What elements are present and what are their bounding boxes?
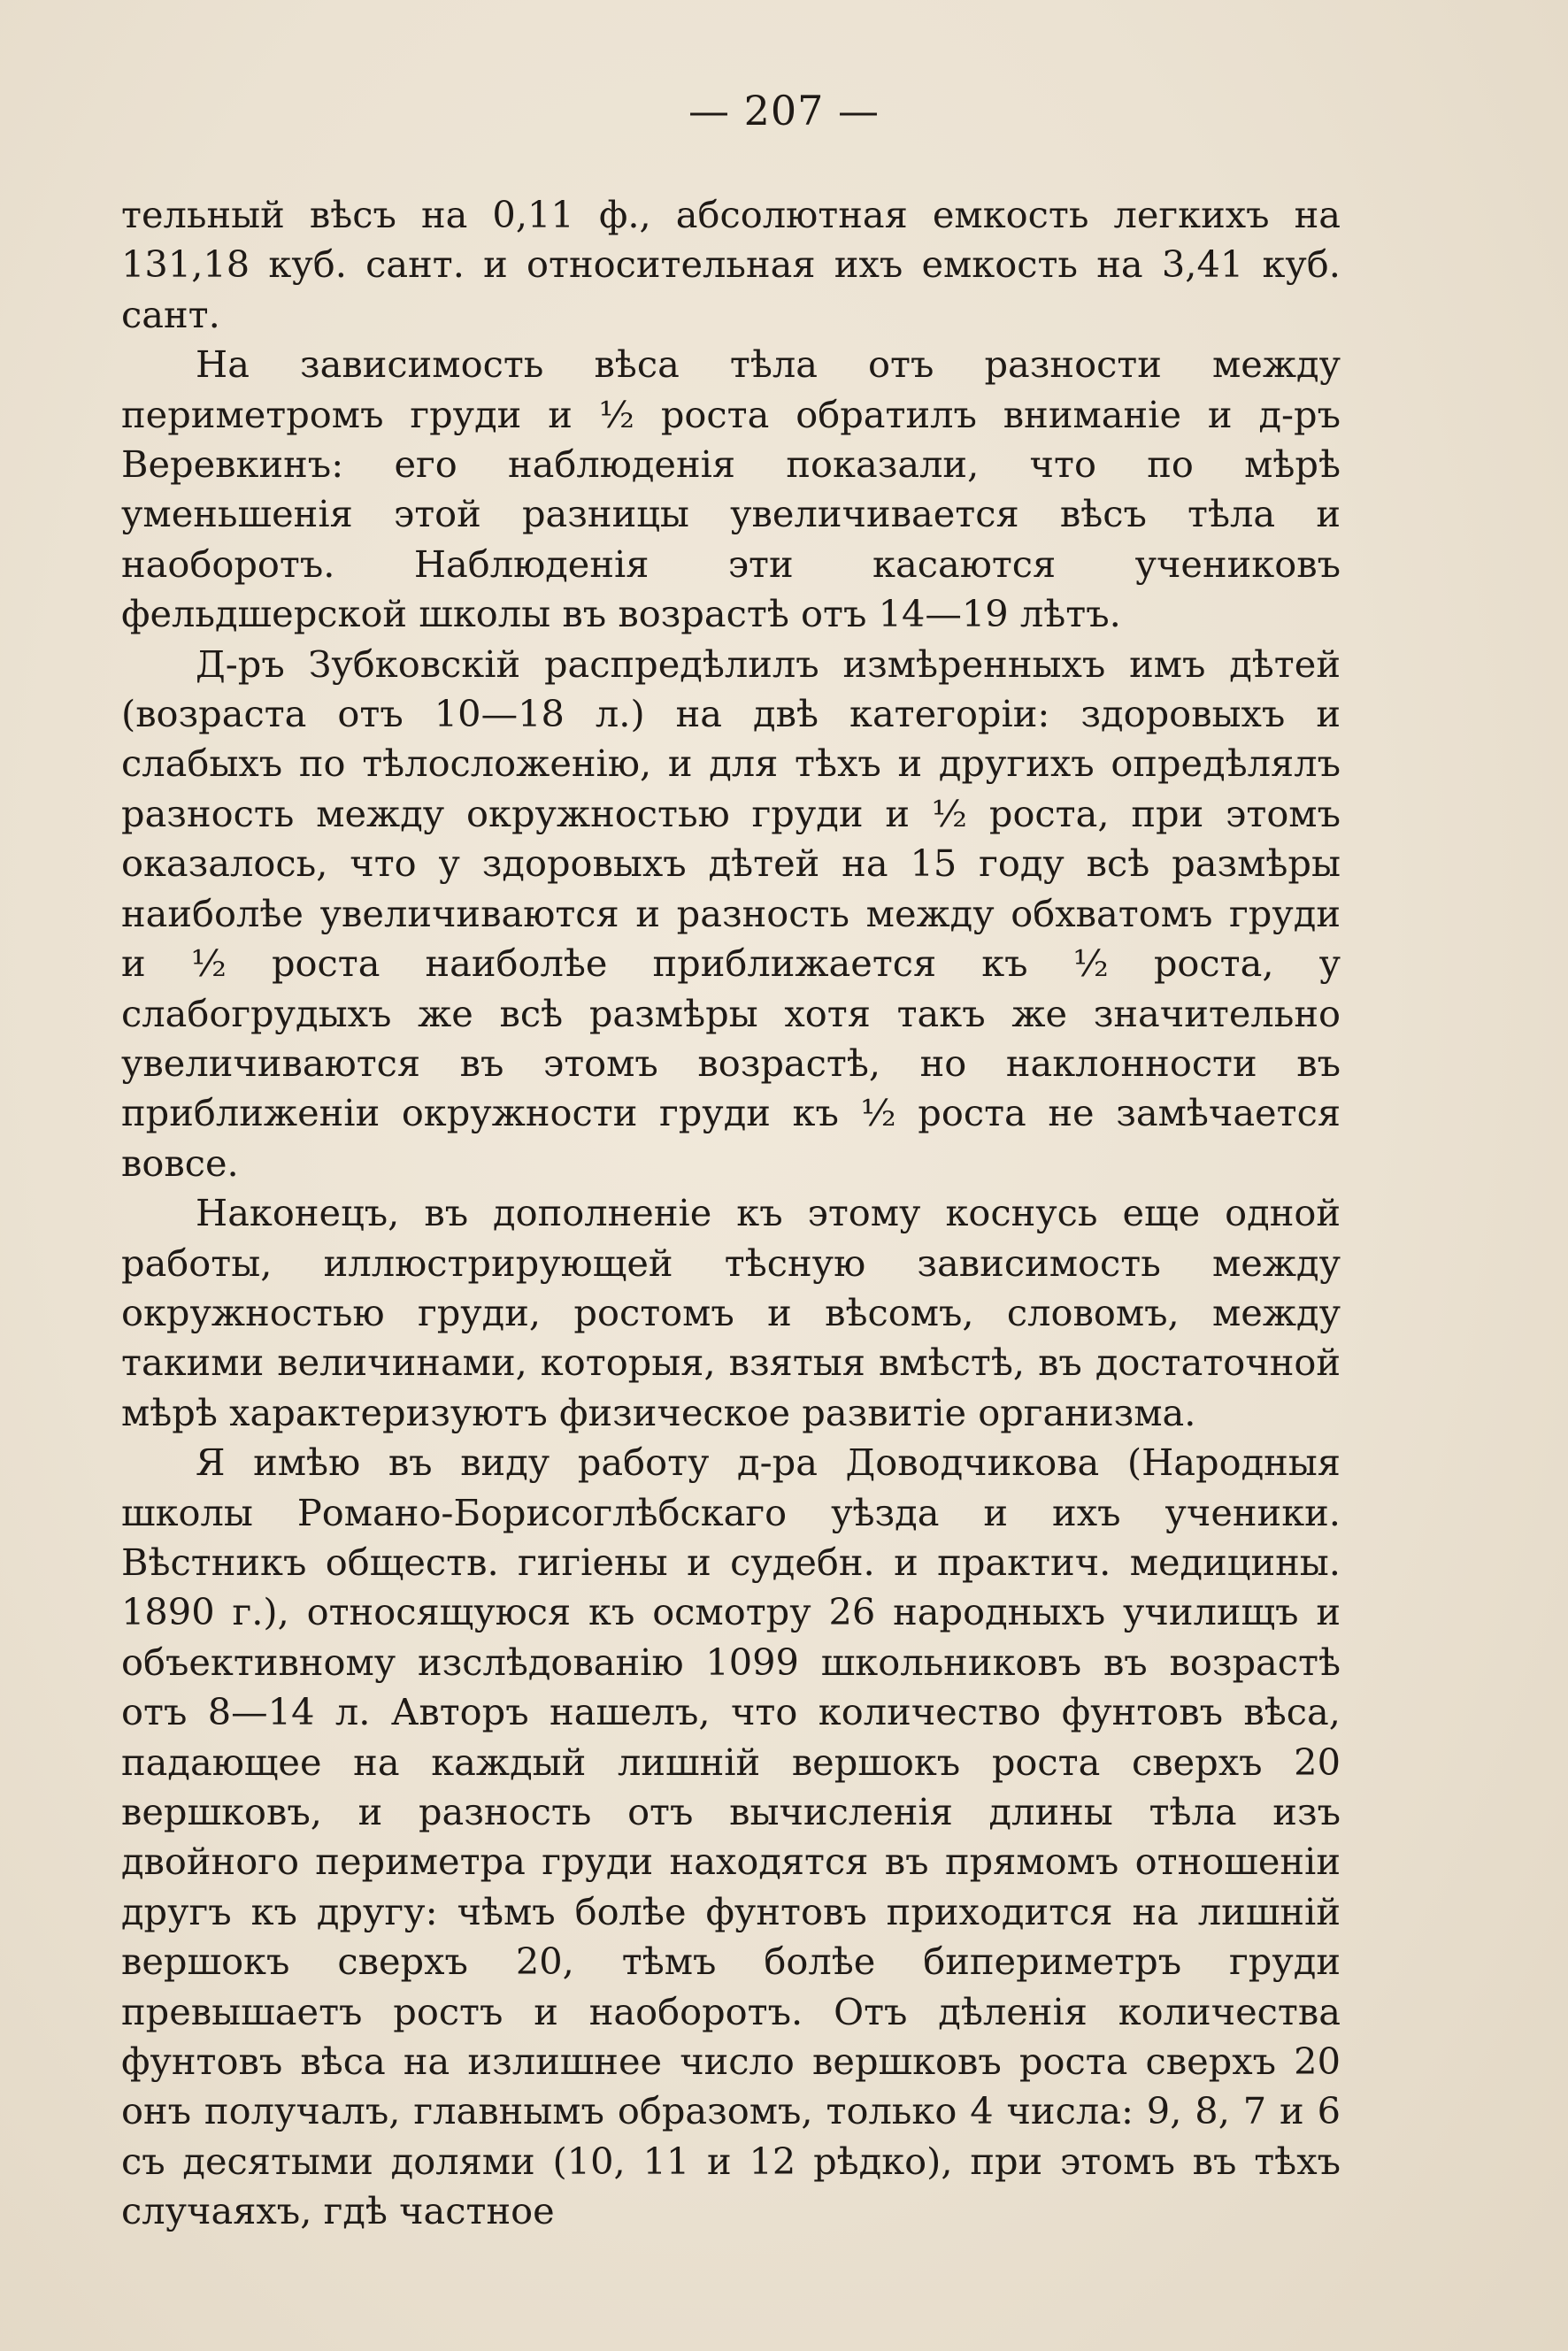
page-number: — 207 — xyxy=(688,87,880,134)
paragraph-4: Наконецъ, въ дополненіе къ этому коснусь еще одной работы, иллюстрирующей тѣсную зависимость между окружностью груди, ростомъ и вѣсомъ, словомъ, между такими величинами, которыя, взятыя вмѣстѣ, въ достаточной мѣрѣ характеризуютъ физическое развитіе организма. xyxy=(121,1191,1341,1434)
text-body xyxy=(121,190,1341,2237)
paragraph-3: Д-ръ Зубковскій распредѣлилъ измѣренныхъ имъ дѣтей (возраста отъ 10—18 л.) на двѣ категоріи: здоровыхъ и слабыхъ по тѣлосложенію, и для тѣхъ и другихъ опредѣлялъ разность между окружностью груди и ½ роста, при этомъ оказалось, что у здоровыхъ дѣтей на 15 году всѣ размѣры наиболѣе увеличиваются и разность между обхватомъ груди и ½ роста наиболѣе приближается къ ½ роста, у слабогрудыхъ же всѣ размѣры хотя такъ же значительно увеличиваются въ этомъ возрастѣ, но наклонности въ приближеніи окружности груди къ ½ роста не замѣчается вовсе. xyxy=(121,642,1341,1185)
paragraph-1: тельный вѣсъ на 0,11 ф., абсолютная емкость легкихъ на 131,18 куб. сант. и относительная ихъ емкость на 3,41 куб. сант. xyxy=(121,193,1341,336)
paragraph-5: Я имѣю въ виду работу д-ра Доводчикова (Народныя школы Романо-Борисоглѣбскаго уѣзда и ихъ ученики. Вѣстникъ обществ. гигіены и судебн. и практич. медицины. 1890 г.), относящуюся къ осмотру 26 народныхъ училищъ и объективному изслѣдованію 1099 школьниковъ въ возрастѣ отъ 8—14 л. Авторъ нашелъ, что количество фунтовъ вѣса, падающее на каждый лишній вершокъ роста сверхъ 20 вершковъ, и разность отъ вычисленія длины тѣла изъ двойного периметра груди находятся въ прямомъ отношеніи другъ къ другу: чѣмъ болѣе фунтовъ приходится на лишній вершокъ сверхъ 20, тѣмъ болѣе бипериметръ груди превышаетъ ростъ и наоборотъ. Отъ дѣленія количества фунтовъ вѣса на излишнее число вершковъ роста сверхъ 20 онъ получалъ, главнымъ образомъ, только 4 числа: 9, 8, 7 и 6 съ десятыми долями (10, 11 и 12 рѣдко), при этомъ въ тѣхъ случаяхъ, гдѣ частное xyxy=(121,1441,1341,2233)
paragraph-2: На зависимость вѣса тѣла отъ разности между периметромъ груди и ½ роста обратилъ вниманіе и д-ръ Веревкинъ: его наблюденія показали, что по мѣрѣ уменьшенія этой разницы увеличивается вѣсъ тѣла и наоборотъ. Наблюденія эти касаются учениковъ фельдшерской школы въ возрастѣ отъ 14—19 лѣтъ. xyxy=(121,342,1341,636)
